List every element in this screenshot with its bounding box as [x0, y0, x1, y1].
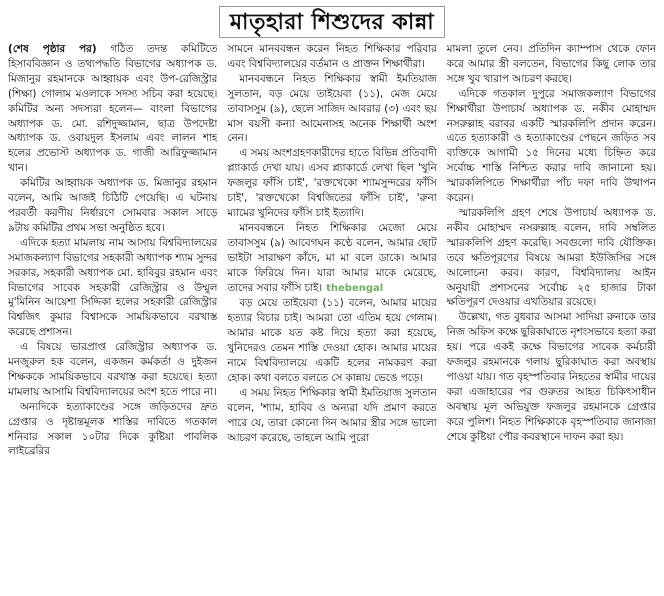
paragraph: কমিটির আহ্বায়ক অধ্যাপক ড. মিজানুর রহমান বলেন, আমি আজই চিঠিটি পেয়েছি। এ ঘটনায় পরবর্তী করণীয় নির্ধারণে সোমবার সকাল সাড়ে ৯টায় কমিটির প্রথম সভা অনুষ্ঠিত হবে।: [8, 177, 218, 234]
watermark: thebengal: [326, 282, 384, 294]
column-middle: [227, 42, 436, 459]
paragraph: মানববন্ধনে নিহত শিক্ষিকার স্বামী ইমতিয়াজ সুলতান, বড় মেয়ে তাইয়েবা (১১), মেজ মেয়ে তাবাসসুম (৯), ছেলে সাজিদ আবরার (৩) এবং ছয় মাস বয়সী কন্যা আমেনাসহ অনেক শিক্ষার্থী অংশ নেন।: [227, 72, 437, 145]
article-columns: [8, 42, 656, 459]
paragraph: এ সময় অংশগ্রহণকারীদের হাতে বিভিন্ন প্রতিবাদী প্ল্যাকার্ড দেখা যায়। এসব প্ল্যাকার্ডে লেখা ছিল 'খুনি ফজলুর ফাঁসি চাই', 'রক্তখেকো শ্যামসুন্দরের ফাঁসি চাই', 'রক্তখেকো বিশ্বজিতের ফাঁসি চাই', 'রুনা ম্যামের খুনিদের ফাঁসি চাই ইত্যাদি।: [227, 147, 437, 219]
paragraph: এদিকে হত্যা মামলায় নাম আসায় বিশ্ববিদ্যালয়ের সমাজকল্যাণ বিভাগের সহকারী অধ্যাপক শ্যাম সুন্দর সরকার, সহকারী অধ্যাপক মো. হাবিবুর রহমান এবং বিভাগের সাবেক সহকারী রেজিস্ট্রার ও উম্মুল মু'মিনিন আয়েশা সিদ্দিকা হলের সহকারী রেজিস্ট্রার বিশ্বজিৎ কুমার বিশ্বাসকে সাময়িকভাবে বরখাস্ত করেছে প্রশাসন।: [8, 236, 218, 339]
continuation-lead: (শেষ পৃষ্ঠার পর): [8, 43, 97, 55]
paragraph: সামনে মানববন্ধন করেন নিহত শিক্ষিকার পরিবার এবং বিশ্ববিদ্যালয়ের বর্তমান ও প্রাক্তন শিক্ষার্থীরা।: [227, 43, 437, 70]
paragraph: অন্যদিকে হত্যাকাণ্ডের সঙ্গে জড়িতদের দ্রুত গ্রেপ্তার ও দৃষ্টান্তমূলক শাস্তির দাবিতে গতকাল শনিবার সকাল ১০টার দিকে কুষ্টিয়া পাবলিক লাইব্রেরির: [8, 400, 218, 458]
paragraph: উল্লেখ্য, গত বুধবার আসমা সাদিয়া রুনাকে তার নিজ অফিস কক্ষে ছুরিকাঘাতে নৃশংসভাবে হত্যা করা হয়। পরে একই কক্ষে বিভাগের সাবেক কর্মচারী ফজলুর রহমানকে গলায় ছুরিকাঘাত করা অবস্থায় পাওয়া যায়। গত বৃহস্পতিবার নিহতের স্বামীর দায়ের করা এজাহারের পর গুরুতর আহত চিকিৎসাধীন অবস্থায় মূল অভিযুক্ত ফজলুর রহমানকে গ্রেপ্তার করে পুলিশ। নিহত শিক্ষিকাকে বৃহস্পতিবার জানাজা শেষে কুষ্টিয়া পৌর কবরস্থানে দাফন করা হয়।: [446, 311, 656, 443]
paragraph-text: মানববন্ধনে নিহত শিক্ষিকার মেজো মেয়ে তাবাসসুম (৯) আবেগঘন কণ্ঠে বলেন, আমার ছোট ভাইটা সারাক্ষণ কাঁদে, মা মা বলে ডাকে। আমার মাকে ফিরিয়ে দিন। যারা আমার মাকে মেরেছে, তাদের সবার ফাঁসি চাই।: [227, 221, 437, 294]
column-right: [447, 42, 656, 459]
paragraph: [8, 42, 217, 176]
paragraph: এদিকে গতকাল দুপুরে সমাজকল্যাণ বিভাগের শিক্ষার্থীরা উপাচার্য অধ্যাপক ড. নকীব মোহাম্মদ নসরুল্লাহ বরাবর একটি স্মারকলিপি প্রদান করেন। এতে হত্যাকারী ও হত্যাকাণ্ডের পেছনে জড়িত সব ব্যক্তিকে আগামী ১৫ দিনের মধ্যে চিহ্নিত করে সর্বোচ্চ শাস্তি নিশ্চিত করার দাবি জানানো হয়। স্মারকলিপিতে শিক্ষার্থীরা পাঁচ দফা দাবি উত্থাপন করেন।: [446, 87, 656, 205]
paragraph: স্মারকলিপি গ্রহণ শেষে উপাচার্য অধ্যাপক ড. নকীব মোহাম্মদ নসরুল্লাহ বলেন, দাবি সম্বলিত স্মারকলিপি গ্রহণ করেছি। সবগুলো দাবি যৌক্তিক। তবে ক্ষতিপূরণের বিষয়ে আমরা ইউজিসির সঙ্গে আলোচনা করব। কারণ, বিশ্ববিদ্যালয় আইন অনুযায়ী প্রশাসনের সর্বোচ্চ ২৫ হাজার টাকা ক্ষতিপূরণ দেওয়ার এখতিয়ার রয়েছে।: [446, 206, 656, 309]
headline-area: [8, 6, 656, 38]
headline: মাতৃহারা শিশুদের কান্না: [219, 6, 445, 38]
paragraph: মামলা তুলে নেব। প্রতিদিন ক্যাম্পাস থেকে ফোন করে আমার স্ত্রী বলতেন, বিভাগের কিছু লোক তার সঙ্গে খুব খারাপ আচরণ করছে।: [446, 43, 656, 85]
paragraph: এ বিষয়ে ভারপ্রাপ্ত রেজিস্ট্রার অধ্যাপক ড. মনজুরুল হক বলেন, একজন কর্মকর্তা ও দুইজন শিক্ষককে সাময়িকভাবে বরখাস্ত করা হয়েছে। হত্যা মামলায় আসামি বিশ্ববিদ্যালয়ের অংশ হতে পারে না।: [8, 341, 218, 398]
paragraph: [227, 221, 436, 297]
column-left: [8, 42, 217, 459]
paragraph: এ সময় নিহত শিক্ষিকার স্বামী ইমতিয়াজ সুলতান বলেন, 'শ্যাম, হাবিব ও অন্যরা যদি প্রমাণ করতে পারে যে, তারা কোনো দিন আমার স্ত্রীর সঙ্গে ভালো আচরণ করেছে, তাহলে আমি পুরো: [227, 386, 437, 444]
paragraph-text: গঠিত তদন্ত কমিটিতে হিসাববিজ্ঞান ও তথ্যপদ্ধতি বিভাগের অধ্যাপক ড. মিজানুর রহমানকে আহ্বায়ক এবং উপ-রেজিস্ট্রার (শিক্ষা) গোলাম মওলাকে সদস্য সচিব করা হয়েছে। কমিটির অন্য সদস্যরা হলেন— বাংলা বিভাগের অধ্যাপক ড. মো. রশিদুজ্জামান, ছাত্র উপদেষ্টা অধ্যাপক ড. ওবায়দুল ইসলাম এবং লালন শাহ হলের প্রভোস্ট অধ্যাপক ড. গাজী আরিফুজ্জামান খান।: [8, 43, 218, 175]
paragraph: বড় মেয়ে তাইয়েবা (১১) বলেন, আমার মায়ের হত্যার বিচার চাই। আমরা তো এতিম হয়ে গেলাম। আমার মাকে যত কষ্ট দিয়ে হত্যা করা হয়েছে, খুনিদেরও তেমন শাস্তি দেওয়া হোক। আমার মায়ের নামে বিশ্ববিদ্যালয়ে একটি হলের নামকরণ করা হোক। কথা বলতে বলতে সে কান্নায় ভেঙে পড়ে।: [227, 297, 437, 384]
